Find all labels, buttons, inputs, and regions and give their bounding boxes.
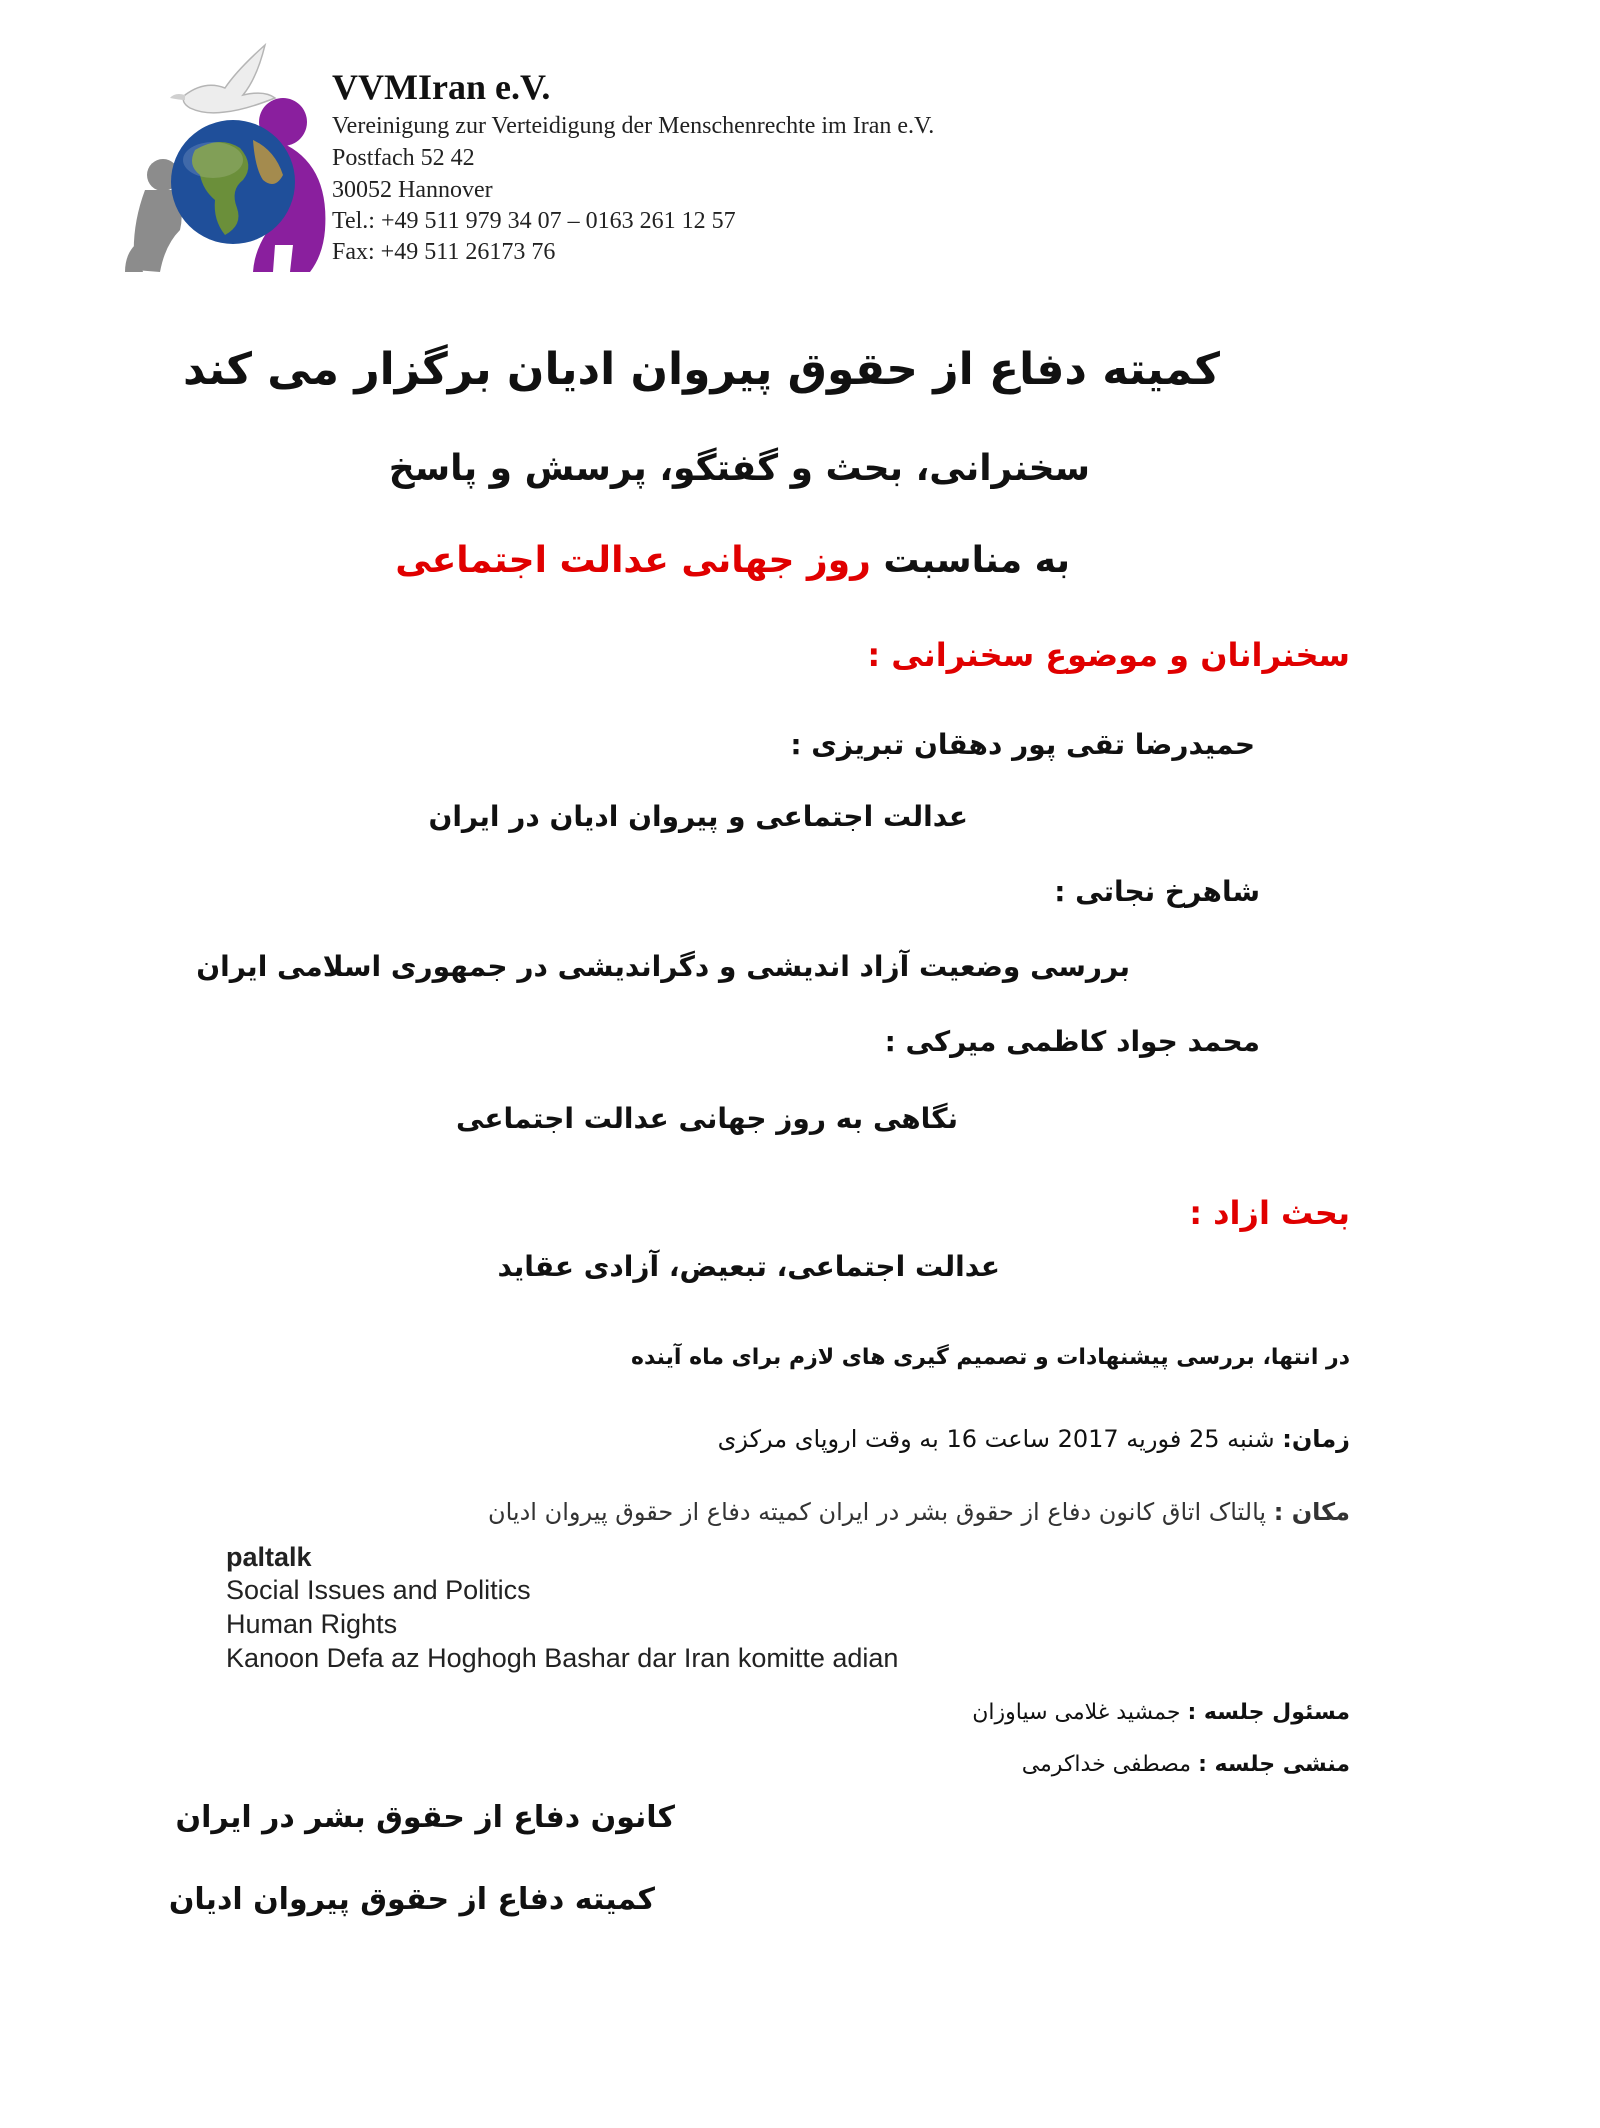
speaker-3-topic: نگاهی به روز جهانی عدالت اجتماعی — [456, 1102, 958, 1135]
session-secretary-label: منشی جلسه : — [1198, 1752, 1350, 1777]
session-secretary — [1022, 1752, 1350, 1777]
session-chair-name: جمشید غلامی سیاوزان — [972, 1700, 1181, 1725]
discussion-topics: عدالت اجتماعی، تبعیض، آزادی عقاید — [497, 1250, 1000, 1283]
session-secretary-name: مصطفی خداکرمی — [1021, 1752, 1192, 1777]
org-fax: Fax: +49 511 26173 76 — [332, 239, 556, 265]
org-tel: Tel.: +49 511 979 34 07 – 0163 261 12 57 — [332, 208, 736, 234]
session-chair-label: مسئول جلسه : — [1187, 1700, 1350, 1725]
place-value: پالتاک اتاق کانون دفاع از حقوق بشر در ایران کمیته دفاع از حقوق پیروان ادیان — [487, 1498, 1267, 1526]
logo-graphic — [125, 40, 345, 280]
discussion-heading: بحث ازاد : — [1189, 1194, 1350, 1232]
occasion-highlight: روز جهانی عدالت اجتماعی — [395, 540, 871, 581]
place-line — [488, 1498, 1350, 1526]
time-line — [718, 1425, 1350, 1453]
speaker-3-name: محمد جواد کاظمی میرکی : — [884, 1025, 1260, 1058]
paltalk-line-3: Kanoon Defa az Hoghogh Bashar dar Iran komitte adian — [226, 1643, 899, 1673]
discussion-closing: در انتها، بررسی پیشنهادات و تصمیم گیری های لازم برای ماه آینده — [630, 1345, 1350, 1370]
paltalk-line-1: Social Issues and Politics — [226, 1575, 531, 1605]
occasion-prefix: به مناسبت — [883, 540, 1070, 581]
speaker-2-name: شاهرخ نجاتی : — [1054, 875, 1260, 908]
sub-title: سخنرانی، بحث و گفتگو، پرسش و پاسخ — [388, 448, 1090, 489]
dove-icon — [170, 45, 275, 113]
org-name: VVMIran e.V. — [332, 67, 551, 107]
footer-line-1: کانون دفاع از حقوق بشر در ایران — [175, 1800, 675, 1835]
main-title: کمیته دفاع از حقوق پیروان ادیان برگزار می کند — [182, 344, 1220, 395]
place-label: مکان : — [1273, 1498, 1350, 1526]
org-city: 30052 Hannover — [332, 177, 493, 203]
paltalk-title: paltalk — [226, 1542, 312, 1572]
paltalk-line-2: Human Rights — [226, 1609, 398, 1639]
occasion-line — [395, 540, 1070, 581]
org-logo — [125, 40, 345, 280]
footer-line-2: کمیته دفاع از حقوق پیروان ادیان — [168, 1882, 655, 1917]
org-full-name: Vereinigung zur Verteidigung der Menschenrechte im Iran e.V. — [332, 113, 935, 139]
time-label: زمان: — [1282, 1425, 1350, 1453]
speakers-heading: سخنرانان و موضوع سخنرانی : — [867, 636, 1350, 674]
speaker-1-topic: عدالت اجتماعی و پیروان ادیان در ایران — [428, 800, 968, 833]
session-chair — [972, 1700, 1350, 1725]
speaker-2-topic: بررسی وضعیت آزاد اندیشی و دگراندیشی در جمهوری اسلامی ایران — [196, 950, 1130, 983]
globe-icon — [171, 120, 295, 244]
time-value: شنبه 25 فوریه 2017 ساعت 16 به وقت اروپای مرکزی — [717, 1425, 1275, 1453]
org-postfach: Postfach 52 42 — [332, 145, 475, 171]
speaker-1-name: حمیدرضا تقی پور دهقان تبریزی : — [790, 728, 1255, 761]
